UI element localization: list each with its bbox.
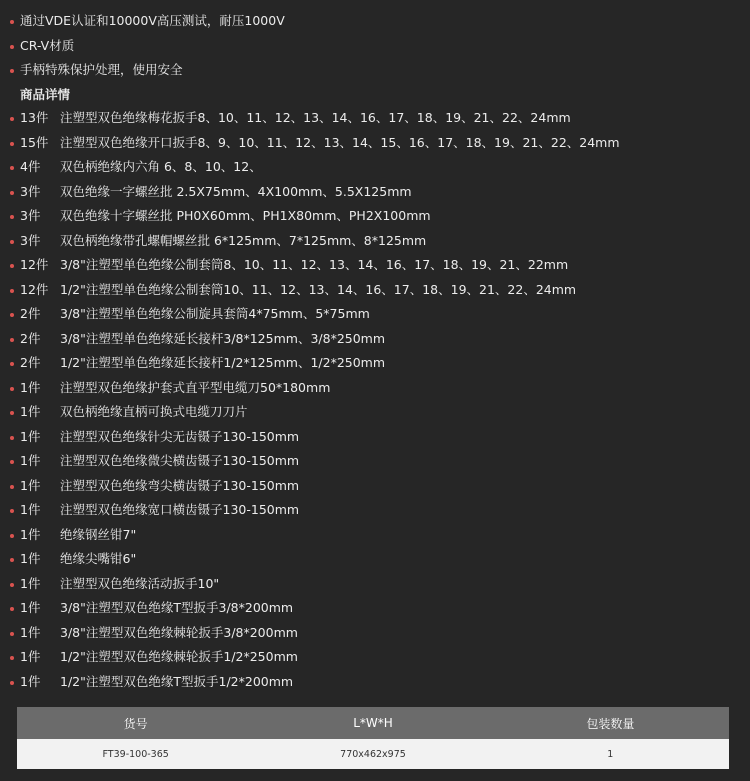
bullet-dot-icon — [10, 583, 14, 587]
bullet-dot-icon — [10, 485, 14, 489]
bullet-dot-icon — [10, 264, 14, 268]
cell-dimensions: 770x462x975 — [254, 739, 491, 769]
item-quantity: 15件 — [20, 134, 49, 150]
cell-sku: FT39-100-365 — [17, 739, 254, 769]
item-description: 双色绝缘十字螺丝批 PH0X60mm、PH1X80mm、PH2X100mm — [60, 208, 431, 223]
bullet-dot-icon — [10, 69, 14, 73]
item-quantity: 1件 — [20, 526, 41, 542]
item-description: 注塑型双色绝缘针尖无齿镊子130-150mm — [60, 428, 300, 444]
list-item — [10, 302, 620, 327]
item-quantity: 13件 — [20, 110, 49, 125]
item-description: 绝缘钢丝钳7" — [60, 526, 137, 542]
list-item — [10, 670, 620, 695]
item-description: 注塑型双色绝缘活动扳手10" — [60, 575, 220, 591]
item-quantity: 3件 — [20, 183, 41, 199]
item-description: 绝缘尖嘴钳6" — [60, 551, 137, 566]
bullet-dot-icon — [10, 460, 14, 464]
item-description: 1/2"注塑型单色绝缘延长接杆1/2*125mm、1/2*250mm — [60, 355, 386, 370]
list-item — [10, 572, 620, 597]
item-description: 注塑型双色绝缘宽口横齿镊子130-150mm — [60, 502, 300, 517]
spec-table — [17, 707, 729, 769]
cell-pack-qty: 1 — [492, 739, 729, 769]
list-item — [10, 131, 620, 156]
item-description: 注塑型双色绝缘护套式直平型电缆刀50*180mm — [60, 379, 331, 395]
item-description: 3/8"注塑型单色绝缘公制旋具套筒4*75mm、5*75mm — [60, 306, 370, 321]
item-description: 注塑型双色绝缘弯尖横齿镊子130-150mm — [60, 477, 300, 493]
item-quantity: 1件 — [20, 600, 41, 615]
item-quantity: 2件 — [20, 306, 41, 321]
list-item — [10, 425, 620, 450]
bullet-dot-icon — [10, 142, 14, 146]
item-quantity: 12件 — [20, 281, 49, 297]
item-quantity: 1件 — [20, 575, 41, 591]
column-header-sku: 货号 — [17, 707, 254, 739]
item-quantity: 3件 — [20, 208, 41, 223]
item-description: 3/8"注塑型单色绝缘延长接杆3/8*125mm、3/8*250mm — [60, 330, 386, 346]
list-item — [10, 498, 620, 523]
list-item — [10, 547, 620, 572]
bullet-dot-icon — [10, 509, 14, 513]
item-description: 3/8"注塑型双色绝缘棘轮扳手3/8*200mm — [60, 624, 298, 640]
item-quantity: 1件 — [20, 453, 41, 468]
item-quantity: 3件 — [20, 232, 41, 248]
list-item — [10, 596, 620, 621]
item-description: 3/8"注塑型双色绝缘T型扳手3/8*200mm — [60, 600, 294, 615]
bullet-dot-icon — [10, 411, 14, 415]
table-row — [17, 739, 729, 769]
item-quantity: 1件 — [20, 428, 41, 444]
item-description: 1/2"注塑型双色绝缘棘轮扳手1/2*250mm — [60, 649, 298, 664]
bullet-dot-icon — [10, 534, 14, 538]
bullet-dot-icon — [10, 191, 14, 195]
bullet-dot-icon — [10, 607, 14, 611]
item-quantity: 1件 — [20, 551, 41, 566]
bullet-dot-icon — [10, 166, 14, 170]
item-description: 注塑型双色绝缘微尖横齿镊子130-150mm — [60, 453, 300, 468]
bullet-dot-icon — [10, 289, 14, 293]
feature-text: 通过VDE认证和10000V高压测试，耐压1000V — [20, 13, 285, 28]
list-item — [10, 229, 620, 254]
item-quantity: 2件 — [20, 330, 41, 346]
feature-text: CR-V材质 — [20, 37, 75, 53]
bullet-dot-icon — [10, 362, 14, 366]
item-quantity: 1件 — [20, 477, 41, 493]
bullet-dot-icon — [10, 632, 14, 636]
list-item — [10, 351, 620, 376]
list-item — [10, 106, 620, 131]
item-quantity: 1件 — [20, 649, 41, 664]
bullet-dot-icon — [10, 215, 14, 219]
list-item — [10, 523, 620, 548]
column-header-dimensions: L*W*H — [254, 707, 491, 739]
feature-list — [10, 9, 285, 83]
item-description: 1/2"注塑型双色绝缘T型扳手1/2*200mm — [60, 673, 294, 689]
bullet-dot-icon — [10, 656, 14, 660]
item-quantity: 1件 — [20, 624, 41, 640]
item-description: 1/2"注塑型单色绝缘公制套筒10、11、12、13、14、16、17、18、19、21、22、24mm — [60, 281, 577, 297]
list-item — [10, 155, 620, 180]
item-quantity: 1件 — [20, 379, 41, 395]
table-header-row — [17, 707, 729, 739]
bullet-dot-icon — [10, 558, 14, 562]
section-title: 商品详情 — [20, 87, 71, 102]
item-quantity: 12件 — [20, 257, 49, 272]
list-item — [10, 474, 620, 499]
column-header-pack-qty: 包装数量 — [492, 707, 729, 739]
item-description: 双色柄绝缘带孔螺帽螺丝批 6*125mm、7*125mm、8*125mm — [60, 232, 427, 248]
bullet-dot-icon — [10, 45, 14, 49]
bullet-dot-icon — [10, 681, 14, 685]
list-item — [10, 327, 620, 352]
item-description: 双色绝缘一字螺丝批 2.5X75mm、4X100mm、5.5X125mm — [60, 183, 412, 199]
bullet-dot-icon — [10, 240, 14, 244]
list-item — [10, 449, 620, 474]
item-quantity: 1件 — [20, 502, 41, 517]
bullet-dot-icon — [10, 338, 14, 342]
list-item — [10, 278, 620, 303]
feature-item — [10, 34, 285, 59]
list-item — [10, 180, 620, 205]
feature-item — [10, 58, 285, 83]
item-quantity: 1件 — [20, 673, 41, 689]
item-description: 双色柄绝缘直柄可换式电缆刀刀片 — [60, 404, 248, 419]
list-item — [10, 253, 620, 278]
bullet-dot-icon — [10, 20, 14, 24]
list-item — [10, 400, 620, 425]
bullet-dot-icon — [10, 436, 14, 440]
list-item — [10, 376, 620, 401]
item-quantity: 1件 — [20, 404, 41, 419]
item-description: 注塑型双色绝缘开口扳手8、9、10、11、12、13、14、15、16、17、18、19、21、22、24mm — [60, 134, 620, 150]
item-description: 双色柄绝缘内六角 6、8、10、12、 — [60, 159, 262, 174]
item-quantity: 4件 — [20, 159, 41, 174]
bullet-dot-icon — [10, 117, 14, 121]
item-list — [10, 106, 620, 694]
item-description: 3/8"注塑型单色绝缘公制套筒8、10、11、12、13、14、16、17、18、19、21、22mm — [60, 257, 569, 272]
item-quantity: 2件 — [20, 355, 41, 370]
feature-item — [10, 9, 285, 34]
item-description: 注塑型双色绝缘梅花扳手8、10、11、12、13、14、16、17、18、19、21、22、24mm — [60, 110, 571, 125]
list-item — [10, 621, 620, 646]
bullet-dot-icon — [10, 387, 14, 391]
list-item — [10, 204, 620, 229]
feature-text: 手柄特殊保护处理，使用安全 — [20, 62, 183, 77]
list-item — [10, 645, 620, 670]
bullet-dot-icon — [10, 313, 14, 317]
